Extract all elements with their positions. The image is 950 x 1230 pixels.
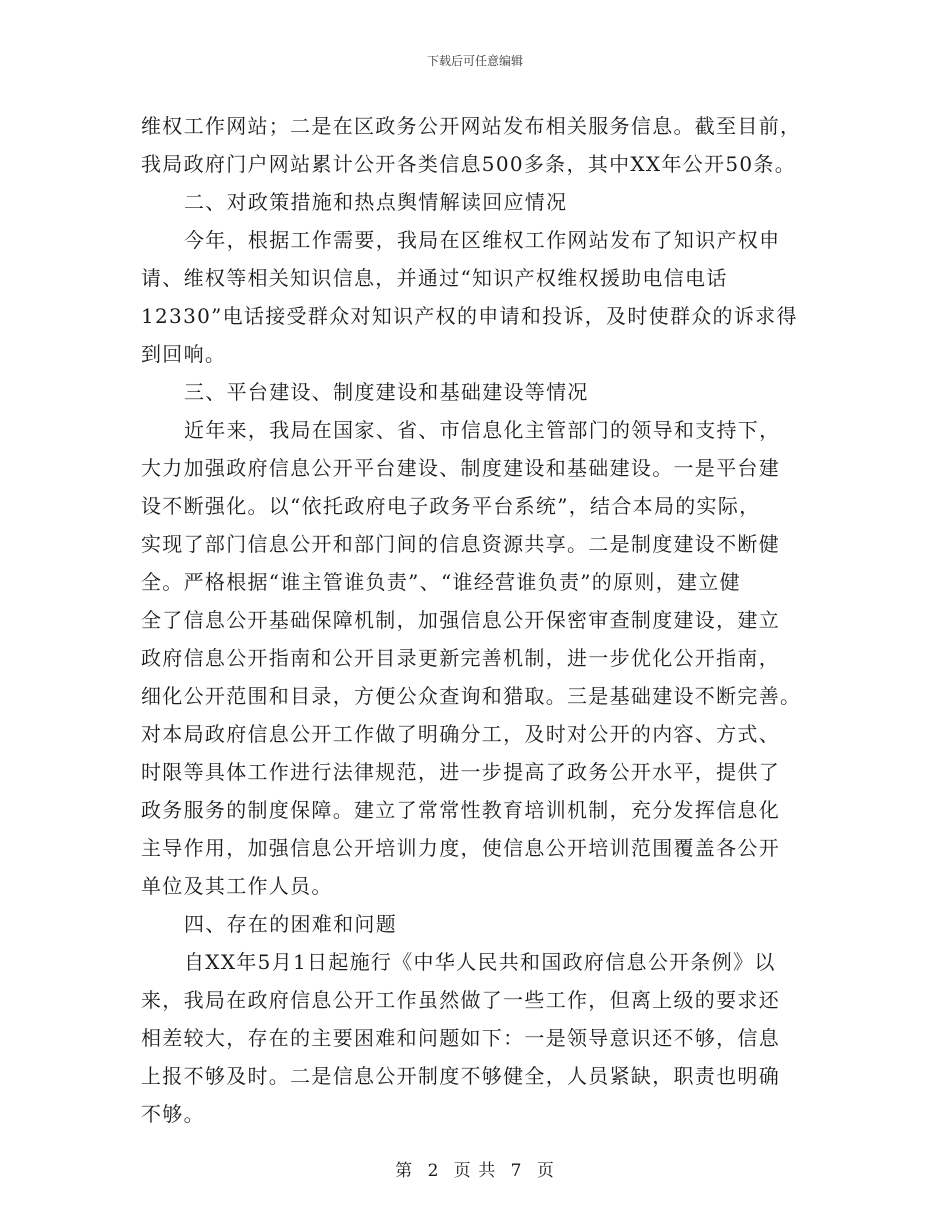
header-note: 下载后可任意编辑: [426, 54, 523, 68]
body-text-line: 主导作用，加强信息公开培训力度，使信息公开培训范围覆盖各公开: [141, 836, 780, 860]
body-text-line: 全。严格根据“谁主管谁负责”、“谁经营谁负责”的原则，建立健: [141, 570, 741, 594]
body-text-line: 今年，根据工作需要，我局在区维权工作网站发布了知识产权申: [184, 228, 781, 252]
body-text-line: 细化公开范围和目录，方便公众查询和猎取。三是基础建设不断完善。: [141, 684, 802, 708]
body-text-line: 我局政府门户网站累计公开各类信息500多条，其中XX年公开50条。: [141, 152, 796, 176]
footer-total-pages: 7: [510, 1161, 523, 1181]
body-text-line: 政府信息公开指南和公开目录更新完善机制，进一步优化公开指南，: [141, 646, 780, 670]
body-text-line: 维权工作网站；二是在区政务公开网站发布相关服务信息。截至目前，: [141, 114, 802, 138]
footer-suffix: 页: [536, 1161, 555, 1181]
body-text-line: 政务服务的制度保障。建立了常常性教育培训机制，充分发挥信息化: [141, 798, 780, 822]
body-text-line: 12330”电话接受群众对知识产权的申请和投诉，及时使群众的诉求得: [141, 304, 798, 328]
body-text-line: 到回响。: [141, 342, 227, 366]
body-text-line: 单位及其工作人员。: [141, 874, 333, 898]
footer-page-number: 2: [427, 1161, 440, 1181]
body-text-line: 自XX年5月1日起施行《中华人民共和国政府信息公开条例》以: [184, 950, 776, 974]
body-text-line: 相差较大，存在的主要困难和问题如下：一是领导意识还不够，信息: [141, 1026, 780, 1050]
body-text-line: 实现了部门信息公开和部门间的信息资源共享。二是制度建设不断健: [141, 532, 780, 556]
body-text-line: 来，我局在政府信息公开工作虽然做了一些工作，但离上级的要求还: [141, 988, 780, 1012]
section-heading: 四、存在的困难和问题: [184, 912, 397, 936]
footer-prefix: 第: [395, 1161, 414, 1181]
body-text-line: 全了信息公开基础保障机制，加强信息公开保密审查制度建设，建立: [141, 608, 780, 632]
body-text-line: 设不断强化。以“依托政府电子政务平台系统”，结合本局的实际，: [141, 494, 761, 518]
section-heading: 二、对政策措施和热点舆情解读回应情况: [184, 190, 568, 214]
body-text-line: 上报不够及时。二是信息公开制度不够健全，人员紧缺，职责也明确: [141, 1064, 780, 1088]
page-footer: [0, 1156, 950, 1181]
section-heading: 三、平台建设、制度建设和基础建设等情况: [184, 380, 589, 404]
footer-middle: 页 共: [453, 1161, 497, 1181]
body-text-line: 不够。: [141, 1102, 205, 1126]
body-text-line: 对本局政府信息公开工作做了明确分工，及时对公开的内容、方式、: [141, 722, 780, 746]
document-body: [141, 107, 806, 1133]
body-text-line: 大力加强政府信息公开平台建设、制度建设和基础建设。一是平台建: [141, 456, 780, 480]
body-text-line: 请、维权等相关知识信息，并通过“知识产权维权援助电信电话: [141, 266, 728, 290]
body-text-line: 近年来，我局在国家、省、市信息化主管部门的领导和支持下，: [184, 418, 781, 442]
body-text-line: 时限等具体工作进行法律规范，进一步提高了政务公开水平，提供了: [141, 760, 780, 784]
